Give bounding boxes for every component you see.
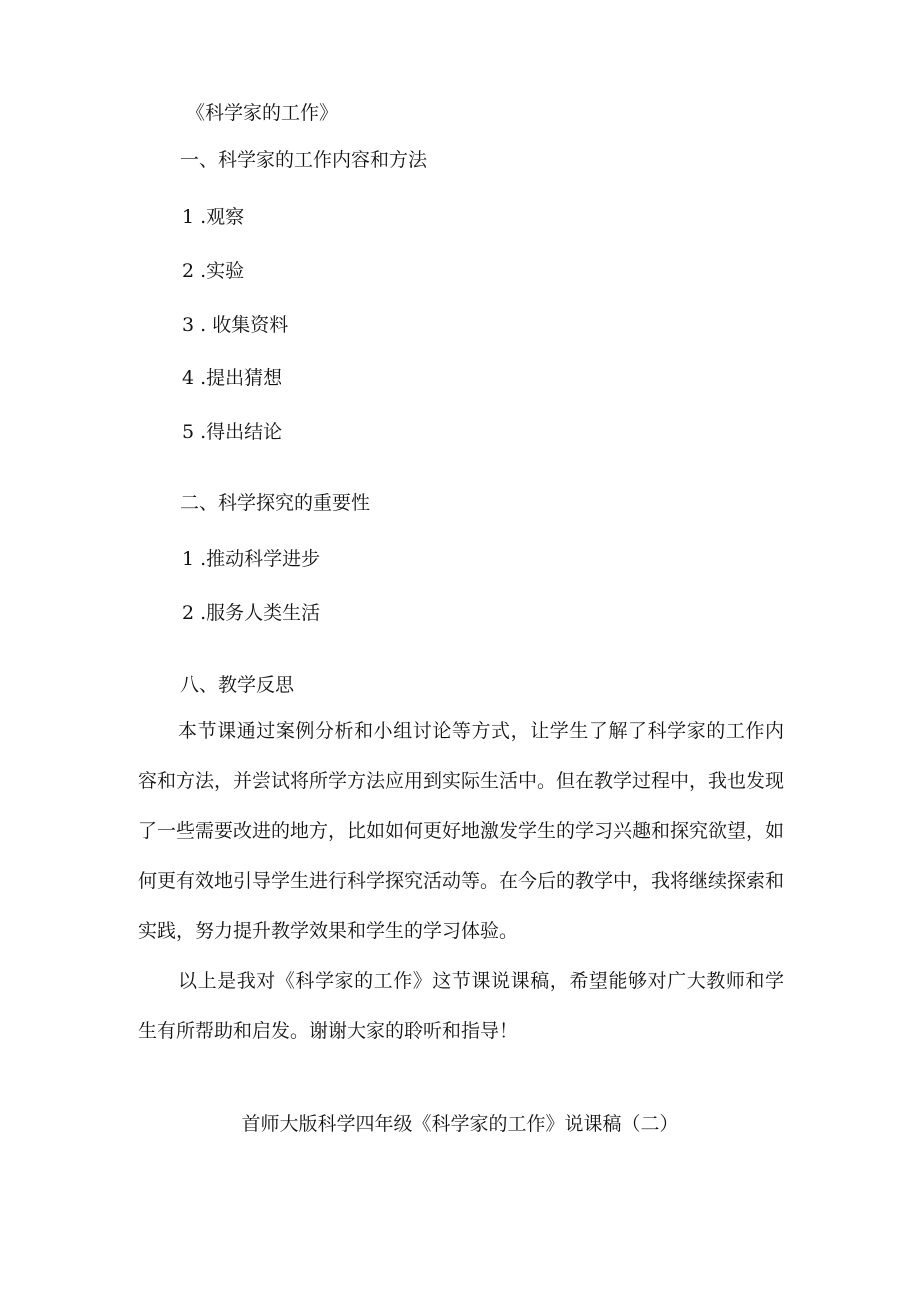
section-heading-2: 二、科学探究的重要性 <box>180 492 371 514</box>
document-title: 《科学家的工作》 <box>186 102 339 124</box>
list-item: 1 .推动科学进步 <box>182 548 321 570</box>
list-item: 5 .得出结论 <box>182 421 283 443</box>
section-heading-1: 一、科学家的工作内容和方法 <box>180 149 428 171</box>
list-item: 2 .实验 <box>182 260 245 282</box>
list-item: 2 .服务人类生活 <box>182 602 321 624</box>
next-document-title: 首师大版科学四年级《科学家的工作》说课稿（二） <box>241 1113 679 1135</box>
section-heading-8: 八、教学反思 <box>180 674 295 696</box>
list-item: 1 .观察 <box>182 206 245 228</box>
closing-paragraph: 以上是我对《科学家的工作》这节课说课稿，希望能够对广大教师和学生有所帮助和启发。谢谢大家的聆听和指导！ <box>138 970 784 1042</box>
reflection-paragraph: 本节课通过案例分析和小组讨论等方式，让学生了解了科学家的工作内容和方法，并尝试将所学方法应用到实际生活中。但在教学过程中，我也发现了一些需要改进的地方，比如如何更好地激发学生的学习兴趣和探究欲望，如何更有效地引导学生进行科学探究活动等。在今后的教学中，我将继续探索和实践，努力提升教学效果和学生的学习体验。 <box>138 720 785 942</box>
list-item: 4 .提出猜想 <box>182 367 283 389</box>
list-item: 3 . 收集资料 <box>182 314 289 336</box>
